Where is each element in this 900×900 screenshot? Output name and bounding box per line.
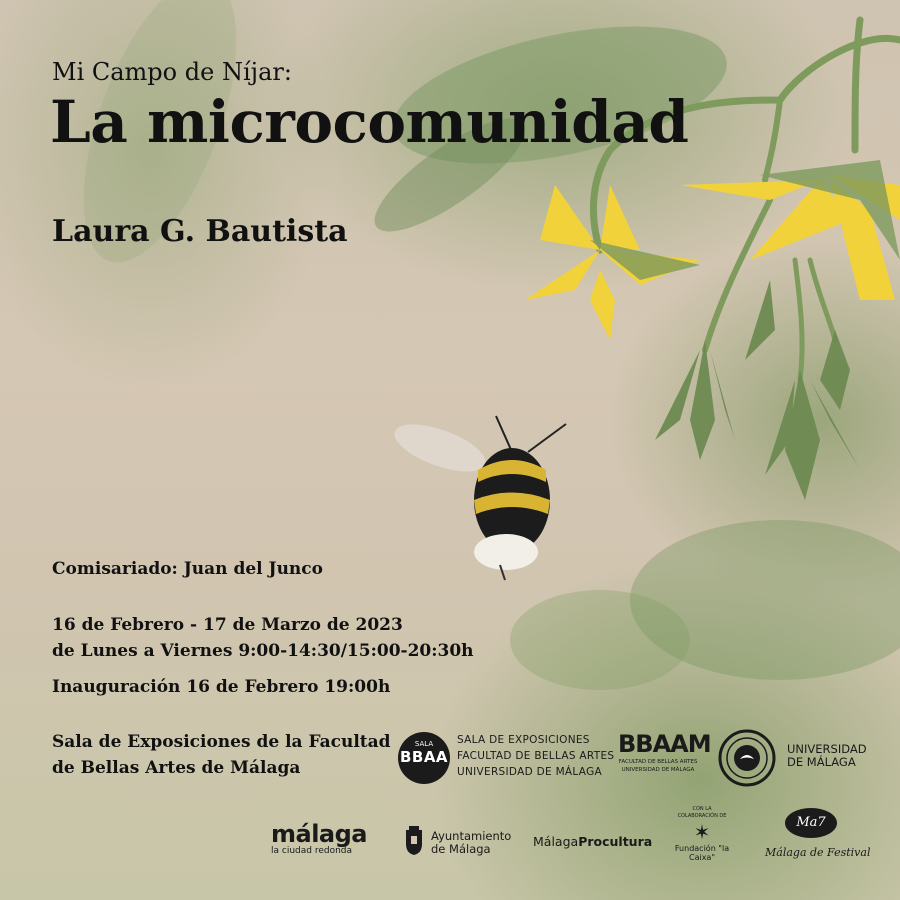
caixa-bottom: Fundación "la Caixa" xyxy=(674,844,730,862)
malaga-main: málaga xyxy=(271,820,367,848)
opening-text: Inauguración 16 de Febrero 19:00h xyxy=(52,677,391,697)
ayto-line: de Málaga xyxy=(431,842,491,856)
leaf-shape xyxy=(510,590,690,690)
bbaam-sub: UNIVERSIDAD DE MÁLAGA xyxy=(621,767,695,773)
uma-line: UNIVERSIDAD xyxy=(787,742,867,756)
caixa-top: CON LA xyxy=(692,806,712,812)
sala-line: FACULTAD DE BELLAS ARTES xyxy=(457,750,615,762)
la-caixa-logo xyxy=(664,806,740,862)
ayuntamiento-text xyxy=(431,830,511,856)
sala-exposiciones-text xyxy=(457,732,614,780)
caixa-top: COLABORACIÓN DE xyxy=(677,813,727,819)
yellow-flowers xyxy=(525,175,900,340)
sala-badge-top: SALA xyxy=(414,740,434,748)
flower-buds xyxy=(655,280,860,500)
bbaam-logo xyxy=(618,730,711,774)
curator-text: Comisariado: Juan del Junco xyxy=(52,559,323,579)
exhibition-title: La microcomunidad xyxy=(50,88,689,156)
sala-line: UNIVERSIDAD DE MÁLAGA xyxy=(457,766,603,778)
sala-badge-main: BBAA xyxy=(399,748,449,766)
coat-of-arms-icon xyxy=(404,826,424,856)
sala-line: SALA DE EXPOSICIONES xyxy=(457,734,590,746)
date-range: 16 de Febrero - 17 de Marzo de 2023 xyxy=(52,615,403,635)
uma-text xyxy=(787,743,867,769)
exhibition-subtitle: Mi Campo de Níjar: xyxy=(52,58,292,86)
bbaam-sub: FACULTAD DE BELLAS ARTES xyxy=(618,759,698,765)
procultura-a: Málaga xyxy=(533,834,579,849)
malaga-festival-text: Málaga de Festival xyxy=(765,846,871,859)
opening-hours: de Lunes a Viernes 9:00-14:30/15:00-20:30h xyxy=(52,641,474,661)
university-seal-icon xyxy=(718,729,776,787)
dates-block xyxy=(52,612,474,664)
star-icon: ✶ xyxy=(693,820,711,844)
procultura-b: Procultura xyxy=(578,834,653,849)
venue-line: de Bellas Artes de Málaga xyxy=(52,758,301,778)
malaga-ciudad-logo xyxy=(271,822,367,856)
malaga-festival-badge: Ma7 xyxy=(785,808,837,838)
artist-name: Laura G. Bautista xyxy=(52,214,348,249)
bbaam-main: BBAAM xyxy=(618,730,711,758)
uma-line: DE MÁLAGA xyxy=(787,755,856,769)
sala-bbaa-logo xyxy=(398,732,450,784)
bumblebee-icon xyxy=(389,415,566,580)
ayto-line: Ayuntamiento xyxy=(431,829,512,843)
venue-line: Sala de Exposiciones de la Facultad xyxy=(52,732,391,752)
malaga-sub: la ciudad redonda xyxy=(271,846,353,856)
malaga-procultura-logo xyxy=(533,834,652,849)
venue-block xyxy=(52,729,391,781)
